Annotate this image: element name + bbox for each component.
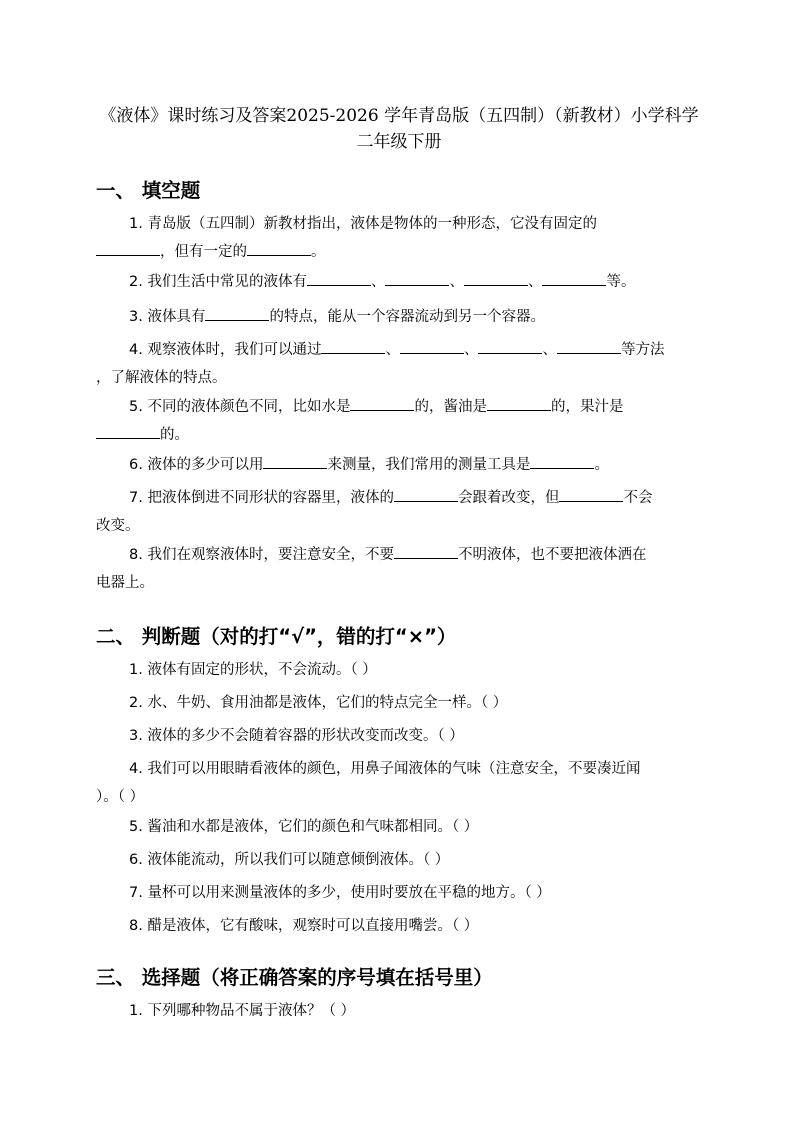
separator: 、	[527, 274, 543, 290]
answer-blank[interactable]	[307, 271, 371, 286]
fill-question-8	[96, 541, 702, 597]
separator: 、	[542, 342, 557, 358]
answer-blank[interactable]	[394, 487, 458, 502]
fill-q5-text: 的。	[160, 427, 189, 443]
fill-question-7	[96, 484, 702, 540]
fill-q8-text: 电器上。	[96, 575, 154, 591]
judge-question-4	[96, 755, 702, 811]
fill-q7-text: 不会	[623, 490, 653, 506]
fill-q7-text: 改变。	[96, 518, 140, 534]
fill-q3-text: 3. 液体具有	[129, 309, 206, 325]
fill-q5-text: 的，果汁是	[550, 399, 624, 415]
answer-blank[interactable]	[400, 339, 464, 354]
judge-question-1	[96, 656, 702, 684]
answer-blank[interactable]	[557, 339, 621, 354]
fill-question-6	[96, 451, 702, 479]
choice-q1-text: 1. 下列哪种物品不属于液体？（ ）	[129, 1003, 356, 1019]
separator: 、	[385, 342, 400, 358]
fill-q2-text: 2. 我们生活中常见的液体有	[129, 274, 307, 290]
judge-question-8	[96, 912, 702, 940]
fill-q7-text: 会跟着改变，但	[457, 490, 560, 506]
fill-q6-text: 。	[594, 457, 609, 473]
answer-blank[interactable]	[464, 271, 528, 286]
judge-question-7	[96, 879, 702, 907]
fill-q8-text: 不明液体，也不要把液体洒在	[457, 547, 647, 563]
judge-q5-text: 5. 酱油和水都是液体，它们的颜色和气味都相同。（ ）	[129, 819, 479, 835]
fill-q2-text: 等。	[606, 274, 636, 290]
fill-question-5	[96, 393, 702, 449]
fill-q5-text: 5. 不同的液体颜色不同，比如水是	[129, 399, 351, 415]
answer-blank[interactable]	[205, 306, 269, 321]
judge-q7-text: 7. 量杯可以用来测量液体的多少，使用时要放在平稳的地方。（ ）	[129, 885, 551, 901]
answer-blank[interactable]	[542, 271, 606, 286]
fill-question-4	[96, 336, 702, 392]
judge-question-5	[96, 813, 702, 841]
judge-q3-text: 3. 液体的多少不会随着容器的形状改变而改变。（ ）	[129, 728, 464, 744]
answer-blank[interactable]	[96, 424, 160, 439]
judge-q2-text: 2. 水、牛奶、食用油都是液体，它们的特点完全一样。（ ）	[129, 695, 508, 711]
section-heading-multiple-choice: 三、 选择题（将正确答案的序号填在括号里）	[96, 966, 493, 989]
judge-q8-text: 8. 醋是液体，它有酸味，观察时可以直接用嘴尝。（ ）	[129, 918, 479, 934]
fill-q1-text: ，但有一定的	[160, 244, 247, 260]
fill-question-1	[96, 210, 702, 266]
answer-blank[interactable]	[394, 544, 458, 559]
judge-q1-text: 1. 液体有固定的形状，不会流动。（ ）	[129, 662, 377, 678]
fill-q7-text: 7. 把液体倒进不同形状的容器里，液体的	[129, 490, 394, 506]
fill-q1-text: 1. 青岛版（五四制）新教材指出，液体是物体的一种形态，它没有固定的	[129, 216, 597, 232]
fill-question-2	[96, 268, 702, 296]
separator: 、	[463, 342, 479, 358]
answer-blank[interactable]	[478, 339, 542, 354]
fill-q6-text: 6. 液体的多少可以用	[129, 457, 264, 473]
fill-q3-text: 的特点，能从一个容器流动到另一个容器。	[269, 309, 545, 325]
answer-blank[interactable]	[321, 339, 385, 354]
choice-question-1	[96, 997, 702, 1025]
separator: 、	[449, 274, 464, 290]
fill-q8-text: 8. 我们在观察液体时，要注意安全，不要	[129, 547, 394, 563]
fill-question-3	[96, 303, 702, 331]
answer-blank[interactable]	[96, 241, 160, 256]
section-heading-fill-in: 一、 填空题	[96, 179, 201, 202]
judge-q4-text: ）。（ ）	[96, 789, 145, 805]
judge-q6-text: 6. 液体能流动，所以我们可以随意倾倒液体。（ ）	[129, 852, 450, 868]
separator: 、	[370, 274, 386, 290]
fill-q6-text: 来测量，我们常用的测量工具是	[327, 457, 531, 473]
judge-question-2	[96, 689, 702, 717]
section-heading-true-false: 二、 判断题（对的打“√”，错的打“×”）	[96, 625, 457, 648]
document-title: 《液体》课时练习及答案2025-2026 学年青岛版（五四制）（新教材）小学科学二年级下册	[99, 106, 699, 152]
answer-blank[interactable]	[350, 396, 414, 411]
answer-blank[interactable]	[385, 271, 449, 286]
judge-question-3	[96, 722, 702, 750]
fill-q4-text: 等方法	[620, 342, 665, 358]
fill-q5-text: 的，酱油是	[414, 399, 487, 415]
fill-q1-text: 。	[311, 244, 326, 260]
fill-q4-text: ，了解液体的特点。	[96, 370, 227, 386]
judge-q4-text: 4. 我们可以用眼睛看液体的颜色，用鼻子闻液体的气味（注意安全，不要凑近闻	[129, 761, 641, 777]
answer-blank[interactable]	[530, 454, 594, 469]
judge-question-6	[96, 846, 702, 874]
answer-blank[interactable]	[487, 396, 551, 411]
fill-q4-text: 4. 观察液体时，我们可以通过	[129, 342, 322, 358]
answer-blank[interactable]	[559, 487, 623, 502]
answer-blank[interactable]	[263, 454, 327, 469]
answer-blank[interactable]	[247, 241, 311, 256]
